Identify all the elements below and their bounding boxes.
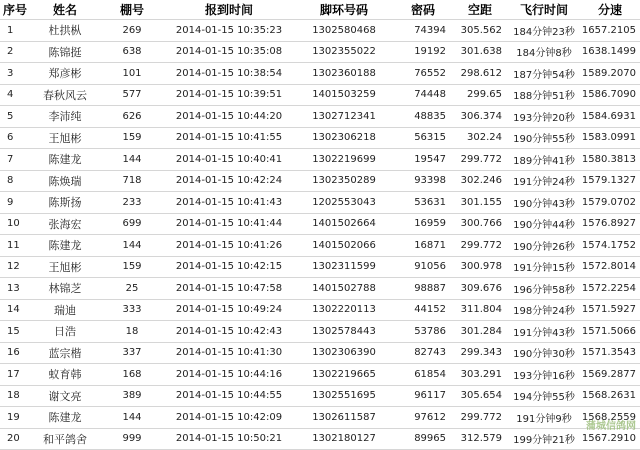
cell-ring: 1302360188: [294, 63, 394, 85]
cell-loft: 333: [100, 299, 164, 321]
cell-name: 谢文亮: [30, 385, 100, 407]
cell-no: 7: [0, 149, 30, 171]
header-ring: 脚环号码: [294, 0, 394, 20]
cell-name: 陈斯扬: [30, 192, 100, 214]
cell-loft: 168: [100, 364, 164, 386]
cell-flight-time: 191分钟9秒: [508, 407, 580, 429]
cell-code: 74448: [394, 84, 452, 106]
cell-time: 2014-01-15 10:42:15: [164, 256, 294, 278]
cell-speed: 1568.2559: [580, 407, 640, 429]
cell-distance: 299.343: [452, 342, 508, 364]
cell-flight-time: 196分钟58秒: [508, 278, 580, 300]
cell-ring: 1302551695: [294, 385, 394, 407]
cell-flight-time: 198分钟24秒: [508, 299, 580, 321]
cell-ring: 1302311599: [294, 256, 394, 278]
cell-time: 2014-01-15 10:41:55: [164, 127, 294, 149]
cell-ring: 1302219665: [294, 364, 394, 386]
cell-speed: 1586.7090: [580, 84, 640, 106]
cell-speed: 1572.2254: [580, 278, 640, 300]
table-row: [0, 256, 640, 278]
cell-flight-time: 187分钟54秒: [508, 63, 580, 85]
cell-name: 和平鸽舍: [30, 428, 100, 450]
cell-ring: 1302580468: [294, 20, 394, 42]
cell-distance: 300.766: [452, 213, 508, 235]
cell-no: 2: [0, 41, 30, 63]
cell-ring: 1302350289: [294, 170, 394, 192]
cell-speed: 1579.0702: [580, 192, 640, 214]
cell-time: 2014-01-15 10:41:43: [164, 192, 294, 214]
cell-ring: 1401502664: [294, 213, 394, 235]
header-speed: 分速: [580, 0, 640, 20]
cell-speed: 1579.1327: [580, 170, 640, 192]
cell-ring: 1401502788: [294, 278, 394, 300]
cell-speed: 1571.5927: [580, 299, 640, 321]
cell-distance: 301.284: [452, 321, 508, 343]
cell-no: 18: [0, 385, 30, 407]
cell-loft: 577: [100, 84, 164, 106]
cell-code: 16871: [394, 235, 452, 257]
cell-ring: 1302180127: [294, 428, 394, 450]
table-row: [0, 299, 640, 321]
table-row: [0, 213, 640, 235]
cell-distance: 306.374: [452, 106, 508, 128]
cell-distance: 311.804: [452, 299, 508, 321]
table-row: [0, 20, 640, 42]
cell-speed: 1584.6931: [580, 106, 640, 128]
cell-distance: 301.638: [452, 41, 508, 63]
cell-flight-time: 193分钟20秒: [508, 106, 580, 128]
table-row: [0, 342, 640, 364]
header-flight-time: 飞行时间: [508, 0, 580, 20]
cell-time: 2014-01-15 10:42:09: [164, 407, 294, 429]
cell-no: 17: [0, 364, 30, 386]
cell-time: 2014-01-15 10:35:23: [164, 20, 294, 42]
cell-no: 5: [0, 106, 30, 128]
header-distance: 空距: [452, 0, 508, 20]
cell-loft: 699: [100, 213, 164, 235]
cell-distance: 299.772: [452, 407, 508, 429]
cell-speed: 1589.2070: [580, 63, 640, 85]
cell-loft: 25: [100, 278, 164, 300]
cell-no: 4: [0, 84, 30, 106]
table-row: [0, 149, 640, 171]
cell-time: 2014-01-15 10:41:30: [164, 342, 294, 364]
cell-loft: 337: [100, 342, 164, 364]
cell-name: 日浩: [30, 321, 100, 343]
cell-speed: 1569.2877: [580, 364, 640, 386]
cell-flight-time: 190分钟43秒: [508, 192, 580, 214]
cell-time: 2014-01-15 10:42:24: [164, 170, 294, 192]
table-row: [0, 170, 640, 192]
cell-no: 9: [0, 192, 30, 214]
cell-no: 1: [0, 20, 30, 42]
cell-no: 11: [0, 235, 30, 257]
cell-speed: 1574.1752: [580, 235, 640, 257]
cell-flight-time: 190分钟55秒: [508, 127, 580, 149]
cell-ring: 1302578443: [294, 321, 394, 343]
cell-code: 19192: [394, 41, 452, 63]
cell-name: 郑彦彬: [30, 63, 100, 85]
cell-no: 10: [0, 213, 30, 235]
table-row: [0, 63, 640, 85]
cell-name: 杜拱枞: [30, 20, 100, 42]
cell-speed: 1580.3813: [580, 149, 640, 171]
table-row: [0, 385, 640, 407]
cell-no: 12: [0, 256, 30, 278]
cell-no: 15: [0, 321, 30, 343]
cell-time: 2014-01-15 10:44:55: [164, 385, 294, 407]
cell-ring: 1401502066: [294, 235, 394, 257]
cell-flight-time: 191分钟15秒: [508, 256, 580, 278]
cell-name: 张海宏: [30, 213, 100, 235]
cell-time: 2014-01-15 10:41:26: [164, 235, 294, 257]
cell-distance: 312.579: [452, 428, 508, 450]
cell-code: 53786: [394, 321, 452, 343]
cell-name: 春秋风云: [30, 84, 100, 106]
cell-distance: 302.246: [452, 170, 508, 192]
cell-speed: 1571.5066: [580, 321, 640, 343]
table-row: [0, 106, 640, 128]
cell-speed: 1576.8927: [580, 213, 640, 235]
cell-time: 2014-01-15 10:42:43: [164, 321, 294, 343]
cell-distance: 302.24: [452, 127, 508, 149]
cell-flight-time: 189分钟41秒: [508, 149, 580, 171]
cell-loft: 233: [100, 192, 164, 214]
cell-no: 6: [0, 127, 30, 149]
header-no: 序号: [0, 0, 30, 20]
cell-ring: 1302220113: [294, 299, 394, 321]
cell-code: 44152: [394, 299, 452, 321]
cell-ring: 1302355022: [294, 41, 394, 63]
cell-flight-time: 193分钟16秒: [508, 364, 580, 386]
cell-code: 89965: [394, 428, 452, 450]
cell-name: 蚁育韩: [30, 364, 100, 386]
cell-flight-time: 190分钟26秒: [508, 235, 580, 257]
cell-time: 2014-01-15 10:38:54: [164, 63, 294, 85]
cell-distance: 299.65: [452, 84, 508, 106]
cell-code: 97612: [394, 407, 452, 429]
cell-ring: 1302306218: [294, 127, 394, 149]
cell-name: 陈建龙: [30, 149, 100, 171]
cell-distance: 300.978: [452, 256, 508, 278]
cell-code: 98887: [394, 278, 452, 300]
cell-flight-time: 199分钟21秒: [508, 428, 580, 450]
results-body: [0, 20, 640, 450]
cell-loft: 638: [100, 41, 164, 63]
cell-time: 2014-01-15 10:49:24: [164, 299, 294, 321]
watermark: 蒲城信鸽网: [586, 421, 636, 432]
cell-loft: 18: [100, 321, 164, 343]
cell-code: 53631: [394, 192, 452, 214]
cell-speed: 1568.2631: [580, 385, 640, 407]
cell-loft: 269: [100, 20, 164, 42]
cell-flight-time: 188分钟51秒: [508, 84, 580, 106]
cell-speed: 1572.8014: [580, 256, 640, 278]
cell-name: 李沛纯: [30, 106, 100, 128]
cell-no: 16: [0, 342, 30, 364]
table-row: [0, 321, 640, 343]
cell-distance: 303.291: [452, 364, 508, 386]
cell-speed: 1571.3543: [580, 342, 640, 364]
cell-time: 2014-01-15 10:35:08: [164, 41, 294, 63]
cell-code: 93398: [394, 170, 452, 192]
table-row: [0, 84, 640, 106]
table-row: [0, 428, 640, 450]
header-code: 密码: [394, 0, 452, 20]
cell-loft: 144: [100, 149, 164, 171]
cell-speed: 1583.0991: [580, 127, 640, 149]
cell-code: 74394: [394, 20, 452, 42]
cell-code: 16959: [394, 213, 452, 235]
cell-loft: 159: [100, 256, 164, 278]
cell-ring: 1202553043: [294, 192, 394, 214]
cell-loft: 999: [100, 428, 164, 450]
cell-name: 瑞迪: [30, 299, 100, 321]
cell-time: 2014-01-15 10:39:51: [164, 84, 294, 106]
cell-code: 61854: [394, 364, 452, 386]
cell-code: 19547: [394, 149, 452, 171]
cell-loft: 718: [100, 170, 164, 192]
cell-distance: 298.612: [452, 63, 508, 85]
cell-name: 陈焕瑞: [30, 170, 100, 192]
cell-distance: 301.155: [452, 192, 508, 214]
cell-ring: 1302219699: [294, 149, 394, 171]
table-row: [0, 41, 640, 63]
cell-time: 2014-01-15 10:50:21: [164, 428, 294, 450]
cell-flight-time: 184分钟23秒: [508, 20, 580, 42]
cell-name: 陈建龙: [30, 407, 100, 429]
cell-time: 2014-01-15 10:40:41: [164, 149, 294, 171]
table-row: [0, 278, 640, 300]
cell-loft: 159: [100, 127, 164, 149]
cell-no: 13: [0, 278, 30, 300]
cell-code: 82743: [394, 342, 452, 364]
header-loft: 棚号: [100, 0, 164, 20]
cell-distance: 299.772: [452, 235, 508, 257]
cell-name: 陈锦挺: [30, 41, 100, 63]
cell-loft: 144: [100, 407, 164, 429]
cell-flight-time: 190分钟30秒: [508, 342, 580, 364]
cell-no: 14: [0, 299, 30, 321]
cell-flight-time: 184分钟8秒: [508, 41, 580, 63]
cell-flight-time: 194分钟55秒: [508, 385, 580, 407]
cell-code: 91056: [394, 256, 452, 278]
cell-name: 蓝宗楷: [30, 342, 100, 364]
cell-no: 3: [0, 63, 30, 85]
cell-distance: 305.562: [452, 20, 508, 42]
cell-ring: 1302306390: [294, 342, 394, 364]
cell-loft: 626: [100, 106, 164, 128]
cell-ring: 1401503259: [294, 84, 394, 106]
cell-distance: 305.654: [452, 385, 508, 407]
header-name: 姓名: [30, 0, 100, 20]
cell-time: 2014-01-15 10:41:44: [164, 213, 294, 235]
table-row: [0, 407, 640, 429]
cell-code: 56315: [394, 127, 452, 149]
cell-no: 20: [0, 428, 30, 450]
cell-flight-time: 190分钟44秒: [508, 213, 580, 235]
table-row: [0, 192, 640, 214]
cell-speed: 1638.1499: [580, 41, 640, 63]
cell-loft: 101: [100, 63, 164, 85]
cell-time: 2014-01-15 10:47:58: [164, 278, 294, 300]
cell-code: 48835: [394, 106, 452, 128]
cell-name: 陈建龙: [30, 235, 100, 257]
cell-speed: 1567.2910: [580, 428, 640, 450]
table-row: [0, 364, 640, 386]
cell-distance: 309.676: [452, 278, 508, 300]
table-row: [0, 127, 640, 149]
cell-code: 96117: [394, 385, 452, 407]
cell-loft: 144: [100, 235, 164, 257]
cell-name: 王旭彬: [30, 127, 100, 149]
header-time: 报到时间: [164, 0, 294, 20]
cell-no: 19: [0, 407, 30, 429]
cell-ring: 1302611587: [294, 407, 394, 429]
header-row: [0, 0, 640, 20]
cell-name: 林锦芝: [30, 278, 100, 300]
cell-loft: 389: [100, 385, 164, 407]
cell-time: 2014-01-15 10:44:20: [164, 106, 294, 128]
cell-code: 76552: [394, 63, 452, 85]
cell-flight-time: 191分钟43秒: [508, 321, 580, 343]
cell-flight-time: 191分钟24秒: [508, 170, 580, 192]
cell-name: 王旭彬: [30, 256, 100, 278]
cell-no: 8: [0, 170, 30, 192]
table-row: [0, 235, 640, 257]
cell-ring: 1302712341: [294, 106, 394, 128]
cell-distance: 299.772: [452, 149, 508, 171]
cell-speed: 1657.2105: [580, 20, 640, 42]
cell-time: 2014-01-15 10:44:16: [164, 364, 294, 386]
